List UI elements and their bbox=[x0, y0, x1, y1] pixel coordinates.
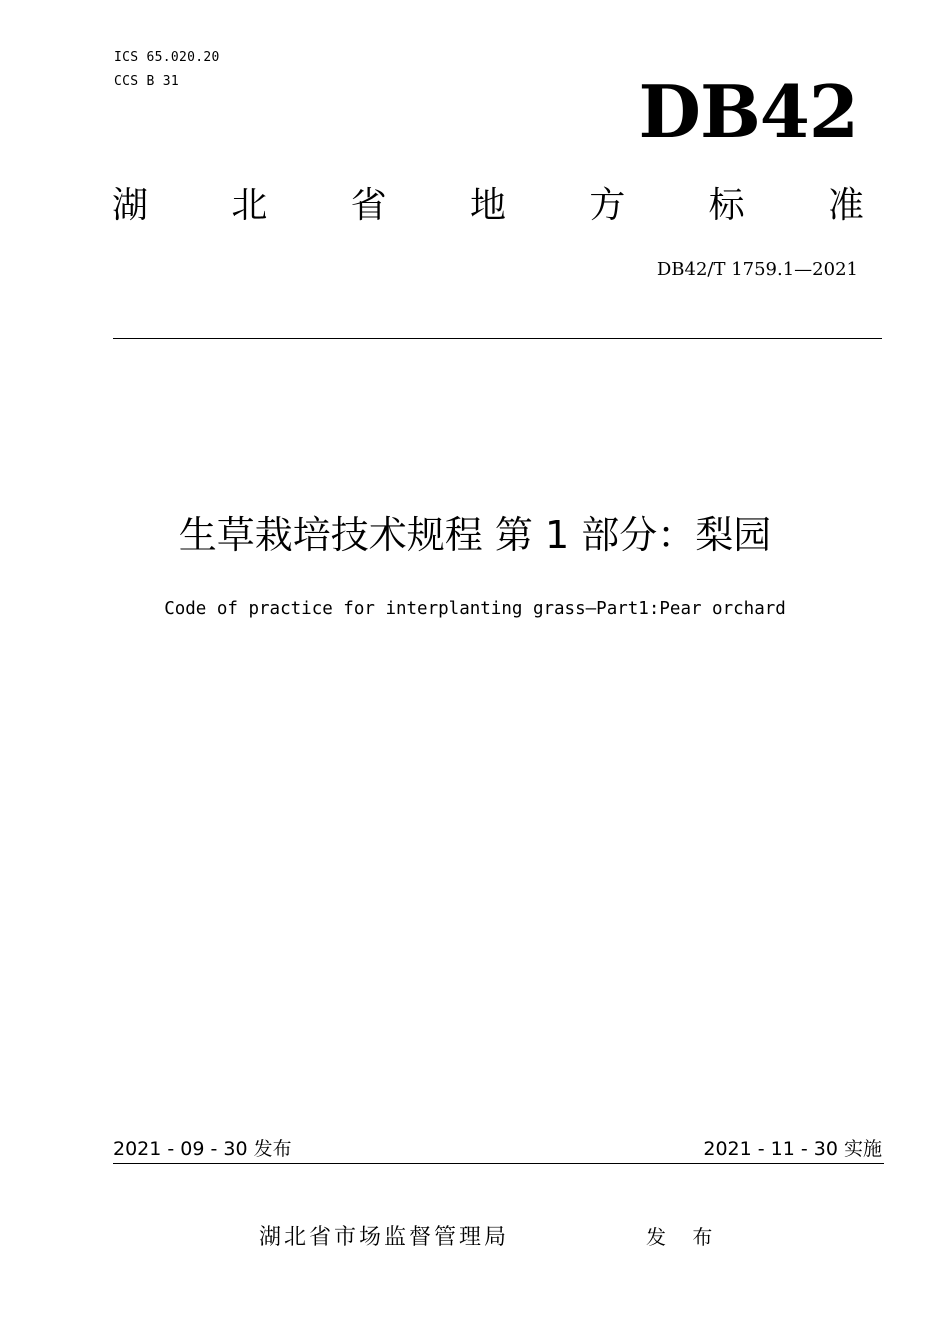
issuing-authority: 湖北省市场监督管理局 bbox=[259, 1225, 510, 1250]
ics-code: ICS 65.020.20 bbox=[114, 50, 220, 65]
standard-type-heading bbox=[112, 185, 864, 226]
implementation-date: 2021 - 11 - 30 实施 bbox=[703, 1138, 882, 1160]
title-english: Code of practice for interplanting grass—Part1:Pear orchard bbox=[164, 599, 786, 619]
header-divider bbox=[113, 338, 882, 339]
issue-date: 2021 - 09 - 30 发布 bbox=[113, 1138, 292, 1160]
footer-divider bbox=[113, 1163, 884, 1164]
title-chinese: 生草栽培技术规程 第 1 部分：梨园 bbox=[178, 513, 772, 557]
standard-type-char: 地 bbox=[469, 185, 506, 226]
standard-type-char: 标 bbox=[708, 185, 745, 226]
db-logo: DB42 bbox=[638, 69, 858, 154]
issue-label: 发 布 bbox=[646, 1225, 723, 1249]
standard-type-char: 北 bbox=[231, 185, 268, 226]
standard-type-char: 方 bbox=[589, 185, 626, 226]
standard-type-char: 准 bbox=[827, 185, 864, 226]
standard-type-char: 省 bbox=[350, 185, 387, 226]
standard-type-char: 湖 bbox=[112, 185, 149, 226]
standard-number: DB42/T 1759.1—2021 bbox=[656, 259, 858, 280]
ccs-code: CCS B 31 bbox=[114, 74, 180, 89]
